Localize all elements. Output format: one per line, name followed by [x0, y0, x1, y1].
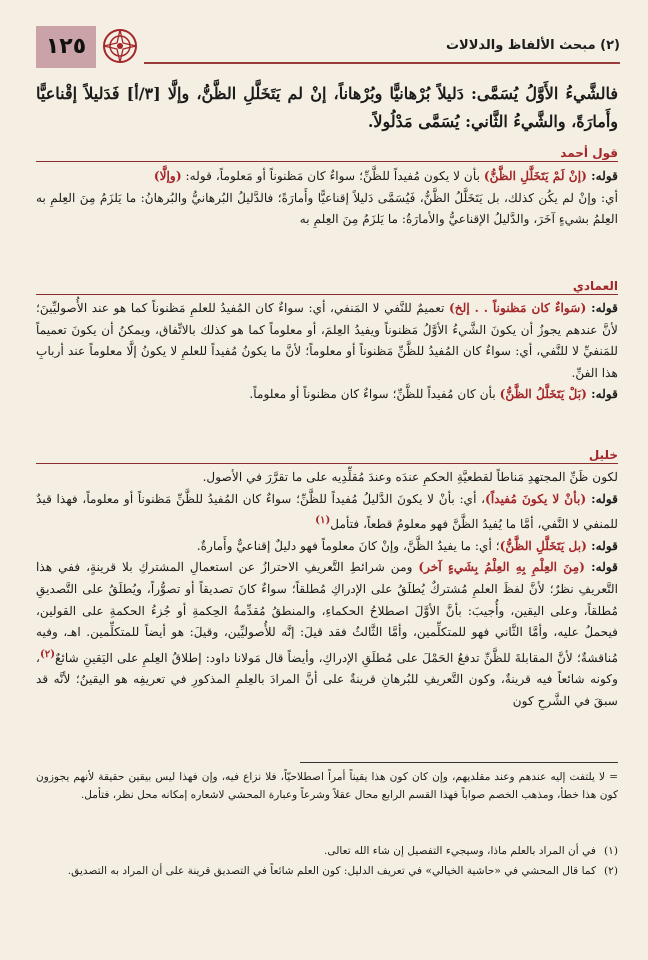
section-label-khalil: خليل — [588, 448, 618, 462]
ahmad-p1-text: بأن لا يكون مُفيداً للظَّنِّ؛ سواءٌ كان مَظنوناً أو مَعلوماً، قوله: — [181, 169, 484, 183]
section-rule-ahmad — [36, 161, 618, 162]
footnote-ref-2[interactable]: (٢) — [39, 647, 56, 660]
matn-text: فالشَّيءُ الأَوَّلُ يُسَمَّى: دَليلاً بُرْهانيًّا وبُرْهاناً، إنْ لم يَتَخَلَّلِ الظَّنُّ، وإلَّا [٣/أ] فَدَليلاً إقْناعيًّا وأَمارَةً، والشَّيءُ الثَّاني: يُسَمَّى مَدْلُولاً. — [36, 84, 619, 131]
section-rule-khalil — [36, 463, 618, 464]
imadi-p1-quote: (سَواءٌ كان مَظنوناً . . إلخ) — [449, 301, 587, 315]
ornament-rosette-icon — [102, 28, 138, 64]
imadi-p1-pre: قوله: — [586, 301, 618, 315]
khalil-p2-quote: (بل يَتَخَلَّلِ الظَّنُّ) — [499, 538, 587, 553]
khalil-p2-text: ؛ أي: ما يفيدُ الظَّنَّ، وإنْ كانَ معلوماً فهو دليلٌ إقناعيٌّ وأَمارةٌ. — [196, 538, 500, 553]
section-rule-imadi — [36, 294, 618, 295]
footnote-ref-1[interactable]: (١) — [315, 514, 331, 527]
imadi-commentary — [36, 298, 618, 406]
khalil-p3-quote: (مِنَ العِلْمِ بِهِ العِلْمُ بِشَيءٍ آخر) — [418, 560, 585, 575]
khalil-p3-pre: قوله: — [584, 560, 618, 575]
imadi-p2-quote: (بَلْ يَتَخَلَّلُ الظَّنُّ) — [499, 387, 587, 402]
ahmad-p2-text: أي: وإنْ لم يكُن كذلك، بل يَتَخَلَّلُ الظَّنُّ، فَيُسَمَّى دَليلاً إقناعيًّا وأَمارَةً؛ فالدَّليلُ البُرهانيُّ والبُرهانُ: ما يَلزَمُ مِنَ العِلمِ به العِلمُ بشيءٍ آخَرَ، والدَّليلُ الإقناعيُّ والأمارَةُ: ما يَلزَمُ مِنَ العِلمِ به — [36, 190, 618, 227]
footnote-2-number: (٢) — [604, 865, 618, 877]
page-number: ١٢٥ — [36, 26, 96, 68]
running-title: (٢) مبحث الألفاظ والدلالات — [445, 38, 620, 53]
footnote-1 — [36, 842, 618, 860]
khalil-p1-text: ، أي: بأنْ لا يكونَ الدَّليلُ مُفيداً للظَّنِّ؛ سواءٌ كان المُفيدُ للظَّنِّ مَظنوناً أو معلوماً، فهذا قيدٌ للمنفي لا النَّفي، أمَّا ما يُفيدُ الظَّنَّ فهو معلومٌ قطعاً، فتأمل — [36, 491, 618, 532]
ahmad-p1-quote-2: (وإلَّا) — [153, 169, 182, 183]
khalil-commentary — [36, 467, 618, 713]
header-rule — [144, 62, 620, 64]
khalil-p2-pre: قوله: — [586, 538, 618, 553]
ahmad-p1-quote: (إنْ لَمْ يَتَخَلَّلِ الظَّنُّ) — [483, 169, 587, 183]
footnote-2-text: كما قال المحشي في «حاشية الخيالي» في تعريف الدليل: كون العلم شائعاً في التصديق قرينة على أن المراد به التصديق. — [67, 865, 596, 877]
footnote-rule — [300, 762, 618, 763]
footnote-2 — [36, 862, 618, 880]
khalil-p1-quote: (بأنْ لا يكونَ مُفيداً) — [485, 491, 587, 506]
ahmad-p1-pre: قوله: — [586, 169, 618, 183]
imadi-p1-text: تعميمٌ للنَّفي لا المَنفي، أي: سواءٌ كان المُفيدُ للعلمِ مَظنوناً كما هو عند الأُصوليِّينَ؛ لأنَّ عندهم يجوزُ أن يكونَ الشَّيءُ الأوَّلُ مَظنوناً ويفيدُ العِلمَ، أو معلوماً كما هو كذلك بالاتِّفاق، ويمكنُ أن يكونَ تعميماً للمَنفيِّ لا للنَّفي، أي: سواءٌ كان المُفيدُ للظَّنِّ مَظنوناً أو معلوماً؛ لأنَّ ما يكونُ مُفيداً للعلمِ لا يكونُ إلَّا معلوماً عند أربابِ هذا الفنِّ. — [36, 301, 618, 380]
khalil-intro: لكون ظَنِّ المجتهدِ مَناطاً لقطعيَّةِ الحكمِ عندَه وعندَ مُقلِّدِيه على ما تقرَّرَ في الأصول. — [202, 470, 618, 484]
footnote-continuation: = لا يلتفت إليه عندهم وعند مقلديهم، وإن كان كون هذا يقيناً أمراً اصطلاحيّاً، فلا نزاع فيه، وإن فهذا ليس بيقين حقيقة لأنهم يجوزون كون هذا خطأ، ومذهب الخصم صواباً فهذا القسم الرابع محال عقلاً وشرعاً وعبارة المحشي لاشعاره إمكانه محل نظر، فتأمل. — [36, 771, 618, 801]
section-label-ahmad: قول أحمد — [560, 146, 618, 160]
khalil-p1-pre: قوله: — [586, 491, 618, 506]
khalil-p3-tail: ، وكونه شائعاً فيه قرينةٌ، وكون التَّعريفِ للبُرهانِ قرينةٌ على أنَّ المرادَ بالعِلمِ المذكورِ في تعريفِه هو اليقينُ؛ لأنَّه قد سبقَ في الشَّرحِ كون — [36, 650, 618, 709]
footnote-1-number: (١) — [604, 845, 618, 857]
imadi-p2-pre: قوله: — [586, 387, 618, 402]
section-label-imadi: العمادي — [572, 279, 618, 293]
ahmad-commentary — [36, 166, 618, 231]
footnote-1-text: في أن المراد بالعلم ماذا، وسيجيء التفصيل إن شاء الله تعالى. — [324, 845, 596, 857]
khalil-p3-text: ومن شرائطِ التَّعريفِ الاحترازُ عن استعمالِ المشتركِ بلا قرينةٍ، ففي هذا التَّعريفِ نظرٌ؛ لأنَّ لفظَ العلمِ مُشتركٌ يُطلَقُ على الإدراكِ مُطلقاً؛ سواءٌ كانَ تصديقاً أو تصوُّراً، ويُطلَقُ على التَّصديقِ مُطلقاً، وعلى اليقين، وأُجيبَ: بأنَّ الأوَّلَ اصطلاحُ الحكماءِ، والمنطقُ مُقدِّمةُ الحِكمةِ أو جُزءُ الحكمةِ على القولين، فيحملُ عليه، وأمَّا الثَّاني فهو للمتكلِّمين، وأمَّا الثَّالثُ فقد قيلَ: إنَّه للأُصوليِّين، وقيلَ: هو أيضاً للمتكلِّمين. اهـ، وفيه مُناقشةٌ؛ لأنَّ المقابلةَ للظَّنِّ تدفعُ الحَمْلَ على مُطلَقِ الإدراكِ، وأيضاً قال مَولانا داود: إطلاقُ العِلمِ على اليَقينِ شائعٌ — [36, 560, 618, 665]
page-header — [36, 26, 620, 72]
imadi-p2-text: بأن كان مُفيداً للظَّنِّ؛ سواءٌ كان مظنوناً أو معلوماً. — [249, 387, 500, 402]
